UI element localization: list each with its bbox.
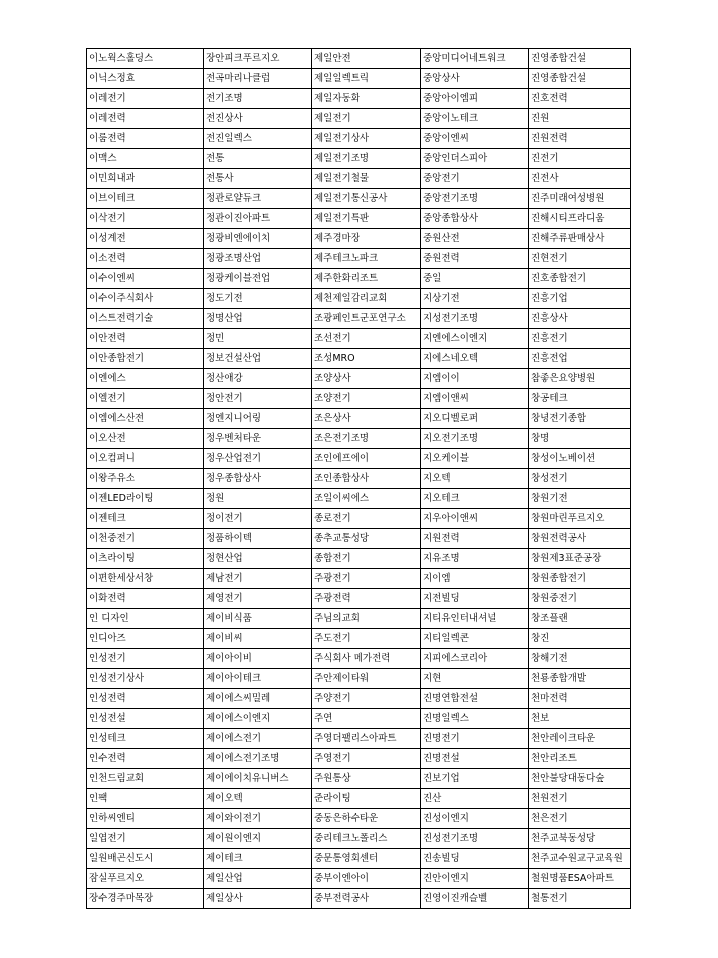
table-cell: 창해기전	[529, 649, 631, 669]
table-row	[87, 49, 631, 69]
table-cell: 정엔지니어링	[204, 409, 312, 429]
table-cell: 정품하이텍	[204, 529, 312, 549]
table-cell: 이룸전력	[87, 129, 204, 149]
table-cell: 진전기	[529, 149, 631, 169]
table-cell: 지엠이이	[421, 369, 529, 389]
table-row	[87, 669, 631, 689]
table-cell: 제이원이엔지	[204, 829, 312, 849]
table-row	[87, 89, 631, 109]
table-cell: 지티유인터내셔널	[421, 609, 529, 629]
table-cell: 진성이엔지	[421, 809, 529, 829]
table-cell: 제영전기	[204, 589, 312, 609]
table-cell: 천안불당대동다숲	[529, 769, 631, 789]
table-cell: 제일전기조명	[312, 149, 421, 169]
table-cell: 지우아이앤씨	[421, 509, 529, 529]
table-cell: 전진일렉스	[204, 129, 312, 149]
table-cell: 제일전기	[312, 109, 421, 129]
table-cell: 중일	[421, 269, 529, 289]
table-cell: 제일전기통신공사	[312, 189, 421, 209]
table-cell: 종추교통성당	[312, 529, 421, 549]
table-cell: 중앙인더스피아	[421, 149, 529, 169]
table-cell: 진흥전업	[529, 349, 631, 369]
table-cell: 중앙이노테크	[421, 109, 529, 129]
table-row	[87, 469, 631, 489]
table-cell: 이엘전기	[87, 389, 204, 409]
table-cell: 정관로얄듀크	[204, 189, 312, 209]
table-cell: 천룡종합개발	[529, 669, 631, 689]
table-cell: 중원전력	[421, 249, 529, 269]
table-cell: 인천드림교회	[87, 769, 204, 789]
table-cell: 전진상사	[204, 109, 312, 129]
table-row	[87, 509, 631, 529]
table-cell: 정우벤처타운	[204, 429, 312, 449]
table-cell: 진영이진캐슬벨	[421, 889, 529, 909]
table-cell: 장수경주마목장	[87, 889, 204, 909]
table-cell: 주영전기	[312, 749, 421, 769]
table-cell: 정민	[204, 329, 312, 349]
table-cell: 이안전력	[87, 329, 204, 349]
table-row	[87, 529, 631, 549]
table-cell: 정관이진아파트	[204, 209, 312, 229]
table-row	[87, 149, 631, 169]
table-cell: 철원명품ESA아파트	[529, 869, 631, 889]
table-cell: 이오컴퍼니	[87, 449, 204, 469]
table-cell: 창원제3표준공장	[529, 549, 631, 569]
table-cell: 제남전기	[204, 569, 312, 589]
table-cell: 주원통상	[312, 769, 421, 789]
table-cell: 창공테크	[529, 389, 631, 409]
table-cell: 진호종합전기	[529, 269, 631, 289]
table-cell: 종합전기	[312, 549, 421, 569]
table-cell: 이엔에스	[87, 369, 204, 389]
table-cell: 제이비씨	[204, 629, 312, 649]
table-cell: 제천제일감리교회	[312, 289, 421, 309]
table-row	[87, 769, 631, 789]
table-cell: 조선전기	[312, 329, 421, 349]
table-cell: 준라이팅	[312, 789, 421, 809]
table-cell: 지상기전	[421, 289, 529, 309]
table-cell: 종로전기	[312, 509, 421, 529]
table-cell: 지오디벨로퍼	[421, 409, 529, 429]
table-cell: 제이와이전기	[204, 809, 312, 829]
table-row	[87, 409, 631, 429]
table-cell: 제일일렉트릭	[312, 69, 421, 89]
table-row	[87, 729, 631, 749]
table-cell: 주양전기	[312, 689, 421, 709]
table-cell: 지오테크	[421, 489, 529, 509]
table-cell: 주광전기	[312, 569, 421, 589]
table-cell: 정산애강	[204, 369, 312, 389]
table-cell: 이편한세상서창	[87, 569, 204, 589]
table-cell: 정명산업	[204, 309, 312, 329]
table-row	[87, 689, 631, 709]
table-row	[87, 369, 631, 389]
table-cell: 진원	[529, 109, 631, 129]
table-cell: 중동은하수타운	[312, 809, 421, 829]
table-cell: 조은전기조명	[312, 429, 421, 449]
table-cell: 진명연합전설	[421, 689, 529, 709]
table-cell: 이민희내과	[87, 169, 204, 189]
table-row	[87, 109, 631, 129]
table-cell: 이소전력	[87, 249, 204, 269]
table-cell: 중앙상사	[421, 69, 529, 89]
table-cell: 제이아이비	[204, 649, 312, 669]
table-cell: 진흥기업	[529, 289, 631, 309]
table-cell: 진해주류판매상사	[529, 229, 631, 249]
table-cell: 일원배곤신도시	[87, 849, 204, 869]
table-cell: 천은전기	[529, 809, 631, 829]
table-cell: 지피에스코리아	[421, 649, 529, 669]
table-cell: 제이에스씨밀레	[204, 689, 312, 709]
table-cell: 제일상사	[204, 889, 312, 909]
table-row	[87, 69, 631, 89]
table-cell: 제이아이테크	[204, 669, 312, 689]
table-cell: 지성전기조명	[421, 309, 529, 329]
table-cell: 이오산전	[87, 429, 204, 449]
table-cell: 이왕주유소	[87, 469, 204, 489]
table-cell: 정이전기	[204, 509, 312, 529]
table-cell: 일엽전기	[87, 829, 204, 849]
table-cell: 중앙전기	[421, 169, 529, 189]
table-cell: 창원중전기	[529, 589, 631, 609]
table-row	[87, 569, 631, 589]
table-cell: 창조플랜	[529, 609, 631, 629]
table-cell: 천안레이크타운	[529, 729, 631, 749]
table-cell: 철통전기	[529, 889, 631, 909]
table-cell: 천안리조트	[529, 749, 631, 769]
table-cell: 인디아즈	[87, 629, 204, 649]
table-row	[87, 589, 631, 609]
table-cell: 주식회사 메가전력	[312, 649, 421, 669]
table-cell: 조인에프에이	[312, 449, 421, 469]
table-row	[87, 869, 631, 889]
table-row	[87, 309, 631, 329]
table-cell: 제일전기철물	[312, 169, 421, 189]
table-cell: 주님의교회	[312, 609, 421, 629]
table-cell: 지원전력	[421, 529, 529, 549]
table-cell: 정도기전	[204, 289, 312, 309]
table-row	[87, 629, 631, 649]
table-cell: 인성전력	[87, 689, 204, 709]
table-cell: 천마전력	[529, 689, 631, 709]
table-cell: 이삭전기	[87, 209, 204, 229]
table-cell: 지엔에스이엔지	[421, 329, 529, 349]
table-cell: 정우종합상사	[204, 469, 312, 489]
table-cell: 이노웍스홀딩스	[87, 49, 204, 69]
table-cell: 이맥스	[87, 149, 204, 169]
table-row	[87, 329, 631, 349]
table-cell: 지현	[421, 669, 529, 689]
table-row	[87, 169, 631, 189]
table-cell: 진송빌딩	[421, 849, 529, 869]
table-row	[87, 549, 631, 569]
table-cell: 이화전력	[87, 589, 204, 609]
table-cell: 지티일렉콘	[421, 629, 529, 649]
table-cell: 진명전설	[421, 749, 529, 769]
table-row	[87, 289, 631, 309]
table-cell: 이츠라이팅	[87, 549, 204, 569]
table-cell: 지엠이앤씨	[421, 389, 529, 409]
table-cell: 진영종합건설	[529, 69, 631, 89]
table-cell: 지오케이블	[421, 449, 529, 469]
table-cell: 제일산업	[204, 869, 312, 889]
table-cell: 참좋은요양병원	[529, 369, 631, 389]
table-cell: 이스트전력기술	[87, 309, 204, 329]
table-cell: 진산	[421, 789, 529, 809]
table-row	[87, 429, 631, 449]
table-cell: 진명전기	[421, 729, 529, 749]
table-cell: 조양상사	[312, 369, 421, 389]
table-row	[87, 249, 631, 269]
table-row	[87, 889, 631, 909]
table-cell: 조성MRO	[312, 349, 421, 369]
table-cell: 주안제이타워	[312, 669, 421, 689]
table-cell: 인팩	[87, 789, 204, 809]
table-cell: 이엠에스산전	[87, 409, 204, 429]
table-cell: 이젠테크	[87, 509, 204, 529]
table-cell: 조은상사	[312, 409, 421, 429]
table-row	[87, 789, 631, 809]
table-cell: 조광페인트군포연구소	[312, 309, 421, 329]
table-cell: 장안피크푸르지오	[204, 49, 312, 69]
table-cell: 이성계전	[87, 229, 204, 249]
table-cell: 제주테크노파크	[312, 249, 421, 269]
table-cell: 진전사	[529, 169, 631, 189]
table-cell: 이브이테크	[87, 189, 204, 209]
table-cell: 이천중전기	[87, 529, 204, 549]
table-row	[87, 209, 631, 229]
table-cell: 제일전기상사	[312, 129, 421, 149]
table-cell: 중부이엔아이	[312, 869, 421, 889]
table-cell: 제이테크	[204, 849, 312, 869]
table-cell: 조양전기	[312, 389, 421, 409]
table-cell: 제이오텍	[204, 789, 312, 809]
table-cell: 창녕전기종합	[529, 409, 631, 429]
table-cell: 제일전기특판	[312, 209, 421, 229]
table-cell: 창성이노베이션	[529, 449, 631, 469]
table-cell: 진흥상사	[529, 309, 631, 329]
table-cell: 천원전기	[529, 789, 631, 809]
table-row	[87, 649, 631, 669]
table-cell: 창명	[529, 429, 631, 449]
table-row	[87, 229, 631, 249]
table-cell: 전통	[204, 149, 312, 169]
table-row	[87, 709, 631, 729]
table-cell: 진안이엔지	[421, 869, 529, 889]
table-cell: 중리테크노폴리스	[312, 829, 421, 849]
table-row	[87, 829, 631, 849]
table-cell: 이수이엔씨	[87, 269, 204, 289]
table-cell: 진보기업	[421, 769, 529, 789]
table-cell: 중앙미디어네트워크	[421, 49, 529, 69]
table-cell: 천주교북동성당	[529, 829, 631, 849]
table-cell: 창원전력공사	[529, 529, 631, 549]
table-row	[87, 129, 631, 149]
table-cell: 제일안전	[312, 49, 421, 69]
table-cell: 천보	[529, 709, 631, 729]
table-row	[87, 189, 631, 209]
table-cell: 정광케이블전업	[204, 269, 312, 289]
table-cell: 정원	[204, 489, 312, 509]
spreadsheet-table	[86, 48, 631, 909]
table-cell: 전통사	[204, 169, 312, 189]
table-cell: 지오텍	[421, 469, 529, 489]
table-cell: 진흥전기	[529, 329, 631, 349]
table-cell: 진영종합건설	[529, 49, 631, 69]
table-cell: 제일자동화	[312, 89, 421, 109]
table-cell: 정우산업전기	[204, 449, 312, 469]
table-cell: 진해시티프라디움	[529, 209, 631, 229]
table-cell: 인성테크	[87, 729, 204, 749]
table-cell: 정현산업	[204, 549, 312, 569]
table-cell: 주도전기	[312, 629, 421, 649]
table-row	[87, 389, 631, 409]
table-cell: 주연	[312, 709, 421, 729]
table-cell: 이안종합전기	[87, 349, 204, 369]
table-cell: 잠실푸르지오	[87, 869, 204, 889]
table-cell: 제이에스이엔지	[204, 709, 312, 729]
table-row	[87, 349, 631, 369]
table-cell: 정보건설산업	[204, 349, 312, 369]
table-cell: 인성전기상사	[87, 669, 204, 689]
table-cell: 진현전기	[529, 249, 631, 269]
table-cell: 이레전기	[87, 89, 204, 109]
table-cell: 지에스네오텍	[421, 349, 529, 369]
table-cell: 중문통영회센터	[312, 849, 421, 869]
table-cell: 지유조명	[421, 549, 529, 569]
table-cell: 중앙종합상사	[421, 209, 529, 229]
table-row	[87, 809, 631, 829]
table-cell: 창원종합전기	[529, 569, 631, 589]
table-cell: 조인종합상사	[312, 469, 421, 489]
table-cell: 진명일렉스	[421, 709, 529, 729]
table-row	[87, 849, 631, 869]
table-cell: 중앙전기조명	[421, 189, 529, 209]
table-cell: 제주한화리조트	[312, 269, 421, 289]
table-cell: 전곡마리나클럽	[204, 69, 312, 89]
table-cell: 이닉스정효	[87, 69, 204, 89]
table-cell: 인성전기	[87, 649, 204, 669]
table-cell: 인하씨엔티	[87, 809, 204, 829]
table-cell: 제이에스전기	[204, 729, 312, 749]
table-cell: 창원기전	[529, 489, 631, 509]
table-row	[87, 489, 631, 509]
table-cell: 제이에이치유니버스	[204, 769, 312, 789]
table-cell: 정광조명산업	[204, 249, 312, 269]
table-cell: 진주미래여성병원	[529, 189, 631, 209]
table-row	[87, 609, 631, 629]
table-body	[87, 49, 631, 909]
table-cell: 천주교수원교구교육원	[529, 849, 631, 869]
table-cell: 중앙아이엠피	[421, 89, 529, 109]
table-cell: 조일이씨에스	[312, 489, 421, 509]
table-cell: 진원전력	[529, 129, 631, 149]
table-cell: 정안전기	[204, 389, 312, 409]
table-cell: 이젠LED라이팅	[87, 489, 204, 509]
table-cell: 중원산전	[421, 229, 529, 249]
table-cell: 제이비식품	[204, 609, 312, 629]
table-cell: 진성전기조명	[421, 829, 529, 849]
table-row	[87, 269, 631, 289]
table-cell: 이레전력	[87, 109, 204, 129]
table-cell: 창원마린푸르지오	[529, 509, 631, 529]
table-cell: 지이엠	[421, 569, 529, 589]
table-cell: 창성전기	[529, 469, 631, 489]
table-cell: 창진	[529, 629, 631, 649]
table-cell: 전기조명	[204, 89, 312, 109]
table-cell: 정광비엔에이치	[204, 229, 312, 249]
table-cell: 지전빌딩	[421, 589, 529, 609]
table-cell: 지오전기조명	[421, 429, 529, 449]
table-cell: 제주경마장	[312, 229, 421, 249]
table-cell: 이수이주식회사	[87, 289, 204, 309]
table-row	[87, 749, 631, 769]
table-cell: 인수전력	[87, 749, 204, 769]
table-cell: 주광전력	[312, 589, 421, 609]
table-cell: 진호전력	[529, 89, 631, 109]
table-cell: 인성전설	[87, 709, 204, 729]
table-cell: 제이에스전기조명	[204, 749, 312, 769]
table-cell: 인 디자인	[87, 609, 204, 629]
table-cell: 주영더팰리스아파트	[312, 729, 421, 749]
table-cell: 중앙이엔씨	[421, 129, 529, 149]
table-row	[87, 449, 631, 469]
table-cell: 중부전력공사	[312, 889, 421, 909]
